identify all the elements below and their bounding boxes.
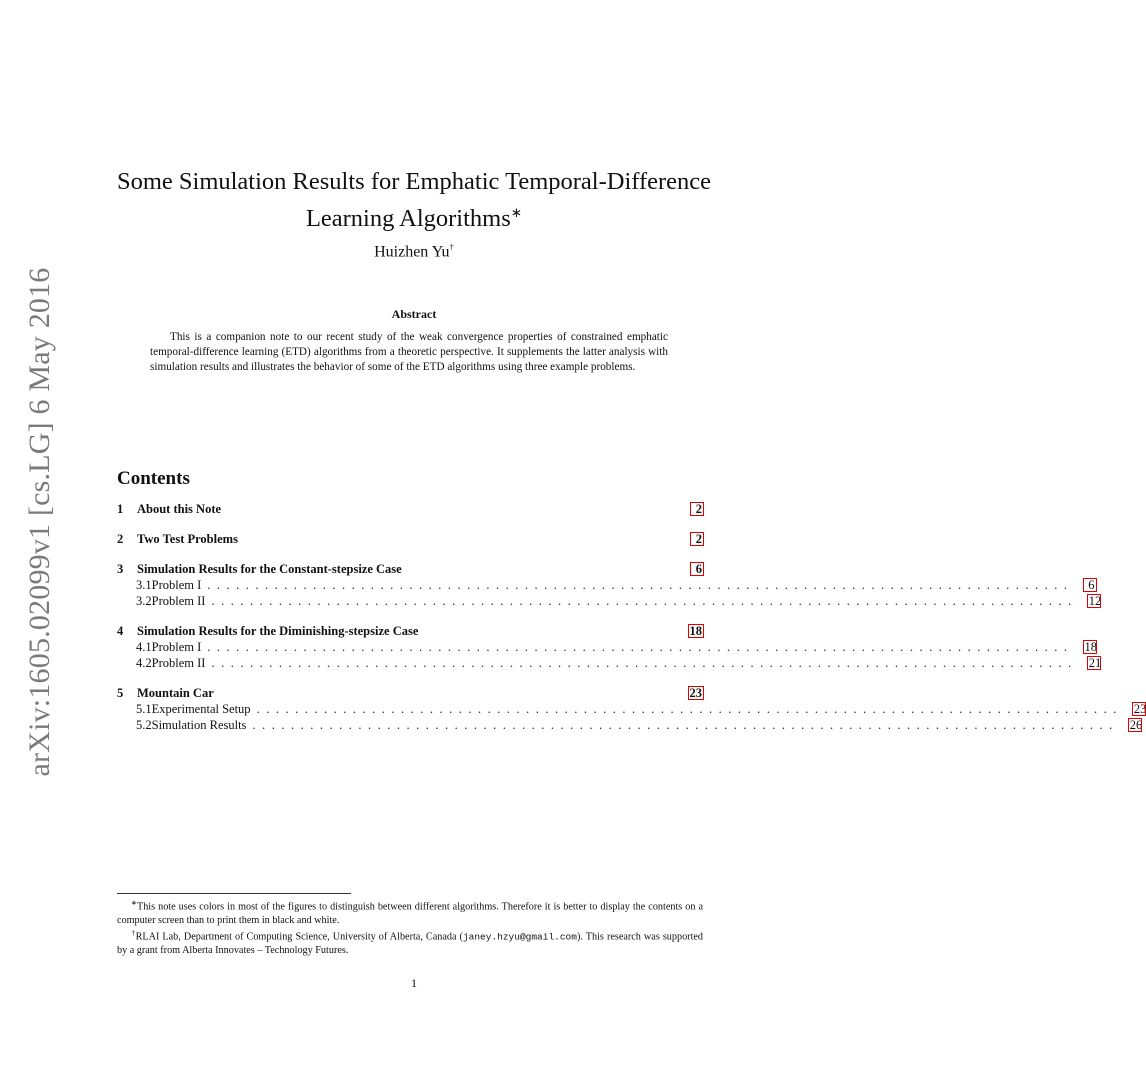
toc-subsection-number: 5.2 (136, 718, 152, 732)
toc-section-number: 5 (117, 686, 124, 700)
toc-subsection-5.2[interactable] (117, 718, 1143, 734)
title-line-2-text: Learning Algorithms (305, 205, 511, 233)
toc-page-link[interactable]: 6 (691, 563, 703, 575)
toc-section-4[interactable] (117, 624, 703, 640)
toc-subsection-4.1[interactable] (117, 640, 1098, 656)
toc-page-link[interactable]: 23 (1133, 702, 1146, 716)
toc-section-title[interactable]: Simulation Results for the Constant-stepsize Case (137, 562, 402, 576)
footnote-2-mark: † (131, 928, 136, 937)
arxiv-stamp (20, 267, 60, 777)
author-name: Huizhen Yu (374, 243, 450, 261)
toc-section-1[interactable] (117, 502, 703, 518)
toc-page-link[interactable]: 23 (689, 686, 702, 700)
toc-subsection-3.1[interactable] (117, 578, 1095, 594)
toc-subsection-title[interactable]: Problem I (151, 578, 202, 592)
toc-subsection-number: 4.1 (136, 640, 152, 654)
toc-leader-dots: .......................................................................................... (252, 718, 1119, 732)
toc-subsection-title[interactable]: Problem II (151, 594, 206, 608)
footnotes (117, 897, 703, 957)
toc-section-title[interactable]: Mountain Car (137, 686, 214, 700)
toc-subsection-title[interactable]: Simulation Results (151, 718, 247, 732)
footnote-2-text-a: RLAI Lab, Department of Computing Science, University of Alberta, Canada ( (135, 931, 463, 943)
abstract-text: This is a companion note to our recent study of the weak convergence properties of constrained emphatic temporal-difference learning (ETD) algorithms from a theoretic perspective. It supplements the latter analysis with simulation results and illustrates the behavior of some of the ETD algorithms using three example problems. (150, 331, 668, 374)
toc-subsection-title[interactable]: Problem II (151, 656, 206, 670)
toc-section-number: 2 (117, 532, 124, 546)
title-line-2 (0, 197, 828, 234)
author-email[interactable]: janey.hzyu@gmail.com (462, 931, 577, 943)
contents-heading: Contents (117, 468, 190, 489)
toc-subsection-title[interactable]: Problem I (151, 640, 202, 654)
toc-page-link[interactable]: 2 (691, 533, 703, 545)
abstract-heading: Abstract (391, 307, 437, 321)
toc-subsection-number: 4.2 (136, 656, 152, 670)
toc-subsection-4.2[interactable] (117, 656, 1102, 672)
footnote-1-text: This note uses colors in most of the figures to distinguish between different algorithms. Therefore it is better to display the contents on a computer screen than to print them in black and white. (117, 901, 703, 926)
toc-subsection-3.2[interactable] (117, 594, 1102, 610)
toc-page-link[interactable]: 2 (691, 503, 703, 515)
toc-subsection-number: 3.2 (136, 594, 152, 608)
toc-page-link[interactable]: 12 (1088, 594, 1102, 608)
toc-page-link[interactable]: 18 (1084, 640, 1098, 654)
abstract-body (150, 330, 668, 376)
author-footnote-mark[interactable]: † (449, 242, 454, 252)
footnote-2-text-b: ). This research was supported by a grant from Alberta Innovates – Technology Futures. (117, 931, 704, 956)
author (0, 242, 828, 261)
toc-leader-dots: .......................................................................................... (207, 640, 1074, 654)
toc-leader-dots: .......................................................................................... (211, 656, 1078, 670)
toc-section-title[interactable]: About this Note (137, 502, 222, 516)
footnote-1-mark: ∗ (131, 899, 137, 907)
toc-subsection-number: 5.1 (136, 702, 152, 716)
toc-subsection-number: 3.1 (136, 578, 152, 592)
table-of-contents (117, 502, 1146, 734)
toc-section-3[interactable] (117, 562, 703, 578)
paper-title (0, 166, 828, 234)
toc-subsection-title[interactable]: Experimental Setup (151, 702, 251, 716)
toc-page-link[interactable]: 18 (689, 624, 702, 638)
page-number: 1 (411, 976, 417, 990)
title-line-1: Some Simulation Results for Emphatic Temporal-Difference (116, 168, 712, 195)
toc-page-link[interactable]: 21 (1088, 656, 1102, 670)
toc-leader-dots: .......................................................................................... (207, 578, 1074, 592)
toc-page-link[interactable]: 6 (1084, 579, 1096, 591)
toc-leader-dots: .......................................................................................... (256, 702, 1123, 716)
toc-section-number: 3 (117, 562, 124, 576)
toc-page-link[interactable]: 26 (1129, 718, 1143, 732)
toc-section-number: 4 (117, 624, 124, 638)
footnote-2 (117, 927, 703, 957)
toc-section-2[interactable] (117, 532, 703, 548)
toc-section-title[interactable]: Simulation Results for the Diminishing-stepsize Case (137, 624, 419, 638)
footnote-rule (117, 893, 351, 894)
arxiv-identifier: arXiv:1605.02099v1 [cs.LG] 6 May 2016 (23, 267, 56, 777)
toc-subsection-5.1[interactable] (117, 702, 1146, 718)
footnote-1 (117, 897, 703, 927)
toc-section-title[interactable]: Two Test Problems (137, 532, 238, 546)
title-footnote-mark[interactable]: ∗ (510, 205, 523, 220)
toc-section-5[interactable] (117, 686, 703, 702)
toc-section-number: 1 (117, 502, 124, 516)
toc-leader-dots: .......................................................................................... (211, 594, 1078, 608)
